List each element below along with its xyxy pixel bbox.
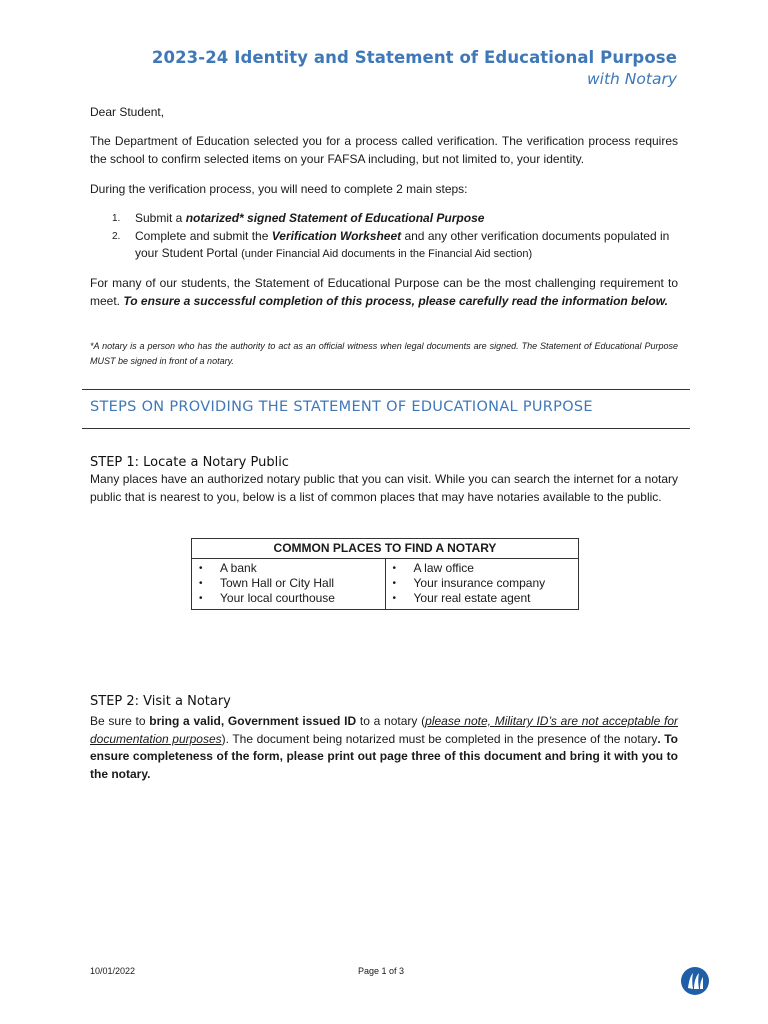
list-number: 2. xyxy=(112,230,121,242)
step1-heading: STEP 1: Locate a Notary Public xyxy=(90,455,289,470)
table-header: COMMON PLACES TO FIND A NOTARY xyxy=(192,539,579,559)
bullet-icon: • xyxy=(392,563,397,574)
id-requirement: bring a valid, Government issued ID xyxy=(149,714,357,728)
page-number: Page 1 of 3 xyxy=(358,966,405,976)
list-item-text: Complete and submit the xyxy=(135,228,272,243)
list-item-text: Submit a xyxy=(135,211,186,225)
list-item: • Your local courthouse xyxy=(199,591,335,605)
section-heading: STEPS ON PROVIDING THE STATEMENT OF EDUCATIONAL PURPOSE xyxy=(90,399,593,415)
print-instruction: . To ensure completeness of the form, please print out page three of this document and bring it with you to the notary. xyxy=(90,731,679,781)
intro-paragraph-1: The Department of Education selected you for a process called verification. The verification process requires the school to confirm selected items on your FAFSA including, but not limited to, your identity. xyxy=(90,134,678,166)
list-item: • A bank xyxy=(199,561,257,575)
bullet-icon: • xyxy=(199,578,203,589)
table-cell-left xyxy=(192,559,386,610)
college-logo-icon xyxy=(680,966,710,996)
table-cell-right xyxy=(385,559,579,610)
list-item: • Town Hall or City Hall xyxy=(199,576,335,590)
step2-body: Be sure to bring a valid, Government issued ID to a notary (please note, Military ID’s are not acceptable for documentation purposes). The document being notarized must be completed in the presence of the notary. To ensure completeness of the form, please print out page three of this document and bring it with you to the notary. xyxy=(90,714,679,781)
bullet-icon: • xyxy=(199,593,203,604)
steps-list xyxy=(112,210,678,264)
list-item: • Your insurance company xyxy=(392,576,546,590)
divider xyxy=(82,428,690,429)
divider xyxy=(82,389,690,390)
list-item: • A law office xyxy=(392,561,474,575)
bullet-icon: • xyxy=(199,563,203,574)
intro-paragraph-2: During the verification process, you will need to complete 2 main steps: xyxy=(90,182,468,196)
military-id-note: please note, Military ID’s are not acceptable for documentation purposes xyxy=(90,714,678,746)
step1-body: Many places have an authorized notary public that you can visit. While you can search the internet for a notary public that is nearest to you, below is a list of common places that may have notaries available to the public. xyxy=(90,472,678,504)
step2-heading: STEP 2: Visit a Notary xyxy=(90,694,231,709)
footer-date: 10/01/2022 xyxy=(90,966,136,976)
list-item: • Your real estate agent xyxy=(392,591,531,605)
bullet-icon: • xyxy=(392,593,397,604)
list-item-emphasis: notarized* signed Statement of Educational Purpose xyxy=(185,211,485,225)
document-title: 2023-24 Identity and Statement of Educational Purpose xyxy=(151,48,677,67)
steps-list-item xyxy=(112,210,678,228)
steps-list-item xyxy=(112,228,678,264)
bullet-icon: • xyxy=(392,578,397,589)
list-item-text-cont: and any other verification documents populated in your Student Portal xyxy=(135,228,670,260)
paragraph-text: For many of our students, the Statement of Educational Purpose can be the most challenging requirement to meet. xyxy=(90,276,678,308)
list-item-note: (under Financial Aid documents in the Financial Aid section) xyxy=(241,248,533,260)
greeting: Dear Student, xyxy=(90,105,165,119)
document-subtitle: with Notary xyxy=(586,70,677,88)
notary-footnote: *A notary is a person who has the authority to act as an official witness when legal documents are signed. The Statement of Educational Purpose MUST be signed in front of a notary. xyxy=(90,341,678,366)
list-number: 1. xyxy=(112,213,121,224)
intro-paragraph-3 xyxy=(90,275,678,310)
paragraph-emphasis: To ensure a successful completion of this process, please carefully read the information below. xyxy=(123,293,668,308)
list-item-emphasis: Verification Worksheet xyxy=(271,228,402,243)
notary-places-table xyxy=(191,538,579,610)
